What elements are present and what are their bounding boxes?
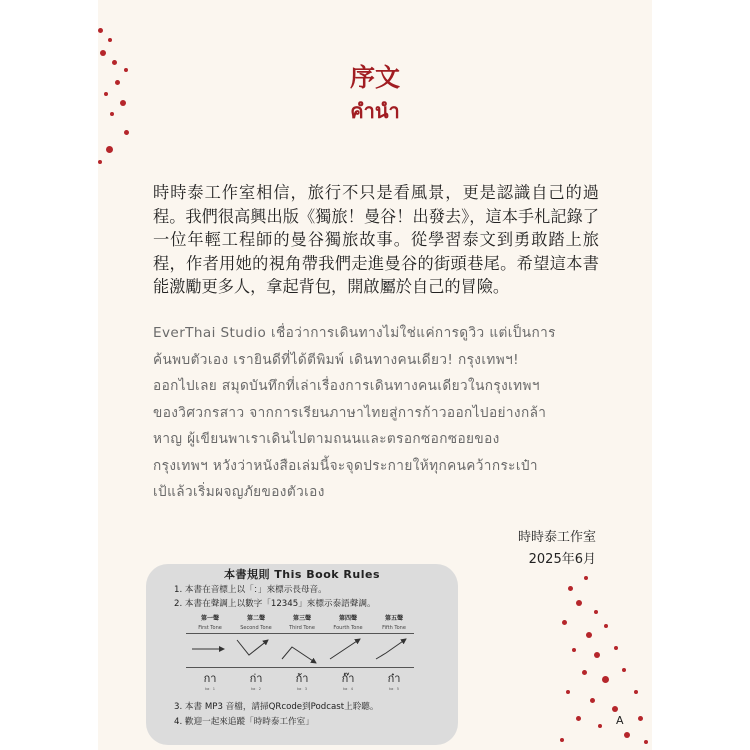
decorative-dot (576, 716, 581, 721)
decorative-dot (572, 648, 576, 652)
tone-5-arrow (376, 639, 406, 659)
tone-divider (186, 633, 414, 634)
tone-romanization: ka：1 (204, 687, 216, 691)
tone-english: Second Tone (240, 625, 272, 631)
page-title: 序文 (349, 63, 400, 92)
tone-syllable: ก้า (295, 672, 309, 685)
thai-line: EverThai Studio เชื่อว่าการเดินทางไม่ใช่แค่การดูวิว แต่เป็นการ (153, 325, 556, 341)
decorative-dot (98, 160, 102, 164)
book-page (98, 0, 652, 750)
tone-romanization: ka：2 (250, 687, 262, 691)
decorative-dot (100, 50, 106, 56)
tone-4-arrow (330, 639, 360, 659)
tone-name: 第三聲 (292, 615, 311, 622)
tone-english: Fifth Tone (382, 625, 406, 631)
tone-romanization: ka：5 (388, 687, 400, 691)
decorative-dot (576, 600, 582, 606)
decorative-dot (622, 668, 626, 672)
tone-syllable: ก่า (249, 672, 263, 685)
decorative-dot (586, 632, 592, 638)
tone-syllable: กา (203, 672, 217, 685)
decorative-dot (562, 620, 567, 625)
tone-name: 第五聲 (384, 615, 403, 622)
decorative-dot (566, 690, 570, 694)
decorative-dot (604, 624, 608, 628)
decorative-dot (560, 738, 564, 742)
thai-line: ค้นพบตัวเอง เรายินดีที่ได้ตีพิมพ์ เดินทางคนเดียว! กรุงเทพฯ! (153, 351, 519, 368)
decorative-dot (590, 698, 595, 703)
thai-line: หาญ ผู้เขียนพาเราเดินไปตามถนนและตรอกซอกซอยของ (153, 431, 500, 447)
tone-contour-arrows (186, 635, 418, 665)
tone-english: Fourth Tone (333, 625, 363, 631)
decorative-dot (624, 732, 630, 738)
tone-3-arrow (282, 647, 316, 663)
tone-2-arrow (237, 640, 268, 655)
decorative-dot (594, 652, 600, 658)
tone-english: Third Tone (289, 625, 315, 631)
thai-line: เป้แล้วเริ่มผจญภัยของตัวเอง (153, 484, 325, 500)
rule-item: 1. 本書在音標上以「：」來標示長母音。 (174, 585, 327, 595)
intro-paragraph-thai (153, 320, 603, 506)
decorative-dot (612, 706, 618, 712)
decorative-dot (584, 576, 588, 580)
decorative-dot (568, 586, 573, 591)
page-number: A (616, 714, 624, 727)
signature-date: 2025年6月 (528, 552, 596, 567)
tone-romanization: ka：4 (342, 687, 354, 691)
decorative-dot (108, 38, 112, 42)
rule-item: 4. 歡迎一起來追蹤「時時泰工作室」 (174, 717, 314, 727)
decorative-dot (634, 690, 638, 694)
tone-chart (186, 611, 416, 696)
tone-name: 第一聲 (200, 615, 219, 622)
tone-english: First Tone (198, 625, 222, 631)
page-subtitle: คำนำ (350, 99, 400, 123)
tone-romanization: ka：3 (296, 687, 308, 691)
signature-studio: 時時泰工作室 (517, 530, 596, 545)
decorative-dot (594, 610, 598, 614)
signature (518, 527, 596, 571)
thai-line: ออกไปเลย สมุดบันทึกที่เล่าเรื่องการเดินทางคนเดียวในกรุงเทพฯ (153, 378, 540, 394)
tone-name: 第四聲 (338, 615, 357, 622)
decorative-dot (644, 740, 648, 744)
thai-line: กรุงเทพฯ หวังว่าหนังสือเล่มนี้จะจุดประกายให้ทุกคนคว้ากระเป๋า (153, 457, 538, 474)
tone-syllable: ก๋า (387, 672, 401, 685)
decorative-dot (124, 130, 129, 135)
tone-name: 第二聲 (246, 615, 265, 622)
thai-line: ของวิศวกรสาว จากการเรียนภาษาไทยสู่การก้าวออกไปอย่างกล้า (153, 404, 547, 421)
rule-item: 3. 本書 MP3 音檔，請掃QRcode到Podcast上聆聽。 (174, 702, 379, 712)
rule-item: 2. 本書在聲調上以數字「12345」來標示泰語聲調。 (174, 599, 376, 609)
book-rules-box (146, 564, 458, 745)
decorative-dot (106, 146, 113, 153)
decorative-dot (582, 670, 587, 675)
decorative-dot (638, 716, 643, 721)
intro-paragraph-chinese: 時時泰工作室相信，旅行不只是看風景，更是認識自己的過程。我們很高興出版《獨旅！曼谷！出發去》，這本手札記錄了一位年輕工程師的曼谷獨旅故事。從學習泰文到勇敢踏上旅程，作者用她的視角帶我們走進曼谷的街頭巷尾。希望這本書能激勵更多人，拿起背包，開啟屬於自己的冒險。 (153, 183, 599, 296)
rules-title: 本書規則 This Book Rules (223, 568, 381, 581)
decorative-dot (602, 676, 609, 683)
decorative-dot (598, 724, 602, 728)
tone-syllable: ก๊า (341, 672, 355, 685)
decorative-dot (98, 28, 103, 33)
decorative-dot (614, 646, 618, 650)
tone-divider (186, 667, 414, 668)
